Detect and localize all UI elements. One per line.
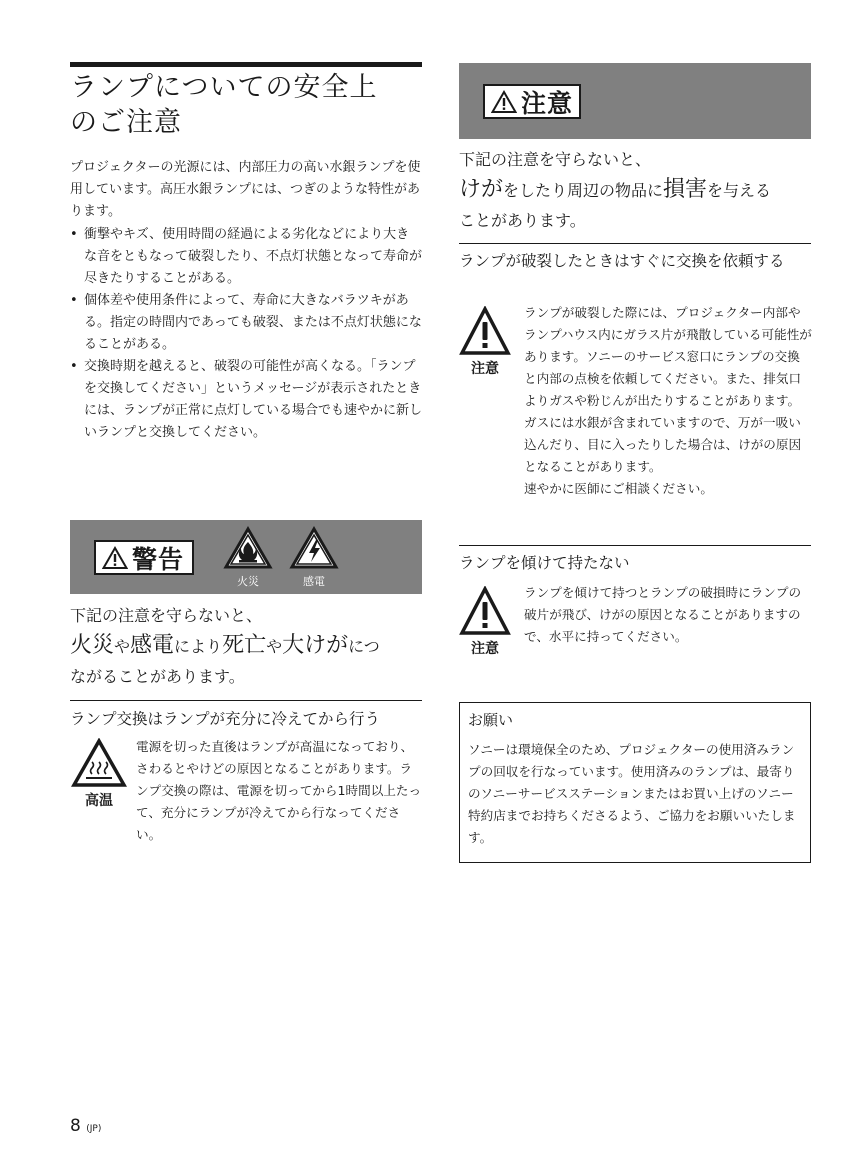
lamp-burst-paragraph: ランプが破裂した際には、プロジェクター内部やランプハウス内にガラス片が飛散している可能性があります。ソニーのサービス窓口にランプの交換と内部の点検を依頼してください。また、排気口よりガスや粉じんが出たりすることがあります。ガスには水銀が含まれていますので、万が一吸い込んだり、目に入ったりした場合は、けがの原因となることがあります。 xyxy=(524,305,812,474)
section-rule xyxy=(70,700,422,701)
bullet-marker: • xyxy=(70,293,78,308)
caution-lead-line-3: ことがあります。 xyxy=(459,211,586,230)
hot-surface-icon xyxy=(71,738,127,788)
death-term: 死亡 xyxy=(222,633,267,658)
lead-connector: や xyxy=(266,637,283,656)
notice-title: お願い xyxy=(468,711,514,729)
caution-lead-line-2 xyxy=(459,174,811,207)
intro-paragraph: プロジェクターの光源には、内部圧力の高い水銀ランプを使用しています。高圧水銀ランプには、つぎのような特性があります。 xyxy=(70,160,421,219)
page-title xyxy=(70,70,422,140)
title-rule xyxy=(70,62,422,67)
lamp-replacement-text: 電源を切った直後はランプが高温になっており、さわるとやけどの原因となることがあります。ランプ交換の際は、電源を切ってから1時間以上たって、充分にランプが冷えてから行なってください。 xyxy=(136,739,422,842)
caution-label: 注意 xyxy=(521,88,574,118)
fire-caption: 火災 xyxy=(237,575,259,588)
caution-mark-label: 注意 xyxy=(471,361,499,377)
lead-connector: につ xyxy=(348,637,380,656)
page-region-suffix: (JP) xyxy=(86,1124,102,1134)
lamp-tilt-heading: ランプを傾けて持たない xyxy=(459,554,630,572)
warning-label: 警告 xyxy=(132,544,185,574)
section-rule xyxy=(459,243,811,244)
lamp-replacement-heading: ランプ交換はランプが充分に冷えてから行う xyxy=(70,710,381,728)
page-title-line-2: のご注意 xyxy=(70,107,182,138)
exclamation-triangle-icon xyxy=(459,586,511,636)
lead-connector: や xyxy=(114,637,131,656)
serious-injury-term: 大けが xyxy=(282,633,349,658)
damage-term: 損害 xyxy=(663,177,708,202)
lamp-burst-advice: 速やかに医師にご相談ください。 xyxy=(524,481,713,496)
page-number xyxy=(70,1116,101,1136)
electric-shock-term: 感電 xyxy=(130,633,175,658)
page-title-line-1: ランプについての安全上 xyxy=(70,72,378,103)
caution-lead-line-1: 下記の注意を守らないと、 xyxy=(459,150,652,169)
fire-term: 火災 xyxy=(70,633,115,658)
page-number-value: 8 xyxy=(70,1116,81,1136)
warning-triangle-icon xyxy=(102,546,128,570)
bullet-marker: • xyxy=(70,227,78,242)
notice-box xyxy=(459,702,811,863)
lamp-tilt-text: ランプを傾けて持つとランプの破損時にランプの破片が飛び、けがの原因となることがありますので、水平に持ってください。 xyxy=(524,585,802,644)
warning-lead xyxy=(70,602,422,691)
fire-hazard xyxy=(222,526,274,589)
electric-shock-hazard xyxy=(288,526,340,589)
caution-mark-label: 注意 xyxy=(471,641,499,657)
list-item xyxy=(70,356,422,444)
fire-icon xyxy=(223,526,273,570)
list-item xyxy=(70,290,422,356)
caution-sign xyxy=(483,84,581,119)
list-item-text: 交換時期を越えると、破裂の可能性が高くなる。「ランプを交換してください」というメッセージが表示されたときには、ランプが正常に点灯している場合でも速やかに新しいランプと交換してください。 xyxy=(84,359,423,440)
lamp-burst-text xyxy=(524,302,812,500)
notice-text: ソニーは環境保全のため、プロジェクターの使用済みランプの回収を行なっています。使用済みのランプは、最寄りのソニーサービスステーションまたはお買い上げのソニー特約店までお持ちくださるよう、ご協力をお願いいたします。 xyxy=(468,742,796,845)
lead-connector: をしたり周辺の物品に xyxy=(503,181,664,200)
bullet-marker: • xyxy=(70,359,78,374)
warning-triangle-icon xyxy=(491,90,517,114)
lamp-burst-heading: ランプが破裂したときはすぐに交換を依頼する xyxy=(459,252,785,270)
section-rule xyxy=(459,545,811,546)
exclamation-triangle-icon xyxy=(459,306,511,356)
caution-banner xyxy=(459,63,811,139)
warning-banner xyxy=(70,520,422,594)
electric-shock-icon xyxy=(289,526,339,570)
warning-lead-line-2 xyxy=(70,630,422,663)
high-temperature-label: 高温 xyxy=(85,793,113,809)
list-item-text: 衝撃やキズ、使用時間の経過による劣化などにより大きな音をともなって破裂したり、不点灯状態となって寿命が尽きたりすることがある。 xyxy=(84,227,423,286)
list-item xyxy=(70,224,422,290)
caution-mark xyxy=(459,586,511,658)
injury-term: けが xyxy=(459,177,504,202)
warning-sign xyxy=(94,540,194,575)
lead-connector: を与える xyxy=(707,181,772,200)
warning-lead-line-1: 下記の注意を守らないと、 xyxy=(70,606,263,625)
caution-mark xyxy=(459,306,511,378)
high-temperature-warning xyxy=(70,738,128,810)
warning-lead-line-3: ながることがあります。 xyxy=(70,667,245,686)
list-item-text: 個体差や使用条件によって、寿命に大きなバラツキがある。指定の時間内であっても破裂、または不点灯状態になることがある。 xyxy=(84,293,422,352)
characteristics-list xyxy=(70,224,422,444)
caution-lead xyxy=(459,146,811,235)
electric-shock-caption: 感電 xyxy=(303,575,325,588)
lead-connector: により xyxy=(174,637,223,656)
